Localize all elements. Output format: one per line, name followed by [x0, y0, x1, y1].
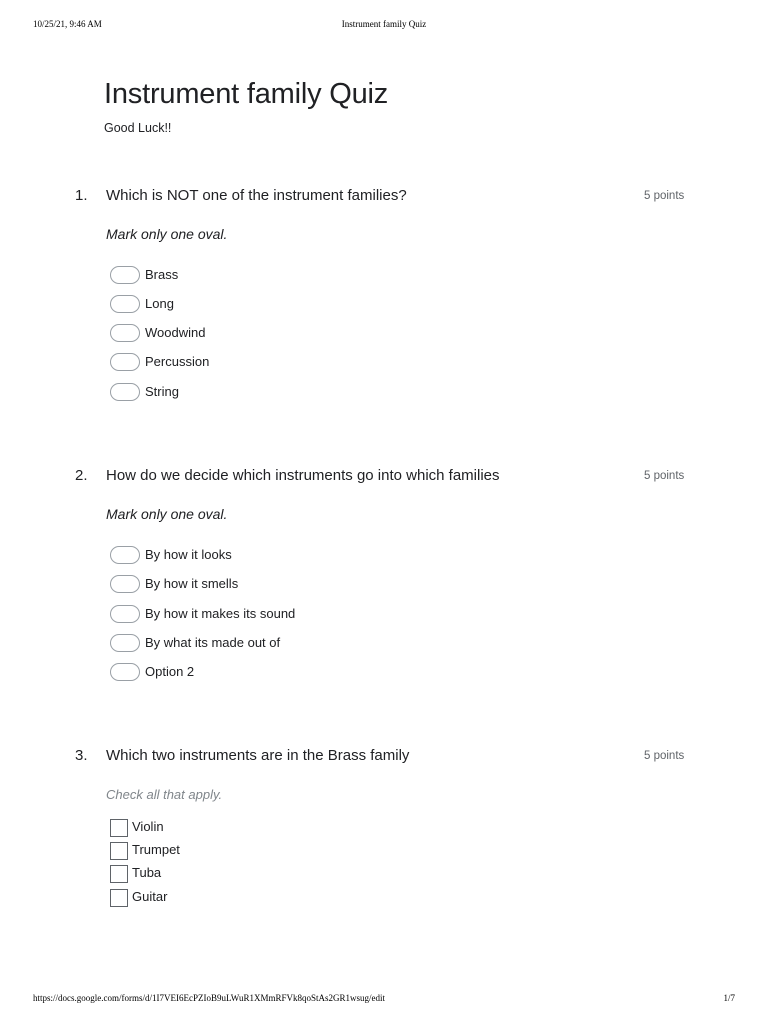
radio-oval[interactable]: [110, 546, 140, 564]
radio-oval[interactable]: [110, 634, 140, 652]
option-label: Violin: [132, 819, 164, 834]
print-page-title: Instrument family Quiz: [341, 19, 427, 29]
checkbox[interactable]: [110, 819, 128, 837]
question-points: 5 points: [644, 470, 685, 482]
question-points: 5 points: [644, 190, 685, 202]
question-number: 2.: [75, 467, 88, 484]
radio-oval[interactable]: [110, 575, 140, 593]
radio-oval[interactable]: [110, 605, 140, 623]
option-label: By how it makes its sound: [145, 606, 296, 621]
question-1: [0, 187, 768, 407]
print-header: [33, 19, 735, 31]
question-text: How do we decide which instruments go into which families: [106, 467, 500, 484]
option-label: By what its made out of: [145, 635, 281, 650]
question-instruction: Check all that apply.: [106, 787, 223, 802]
option-label: Woodwind: [145, 325, 206, 340]
option-label: Long: [145, 296, 174, 311]
question-instruction: Mark only one oval.: [106, 226, 228, 242]
print-datetime: 10/25/21, 9:46 AM: [33, 19, 102, 29]
radio-oval[interactable]: [110, 663, 140, 681]
question-number: 1.: [75, 187, 88, 204]
option-label: By how it smells: [145, 576, 239, 591]
question-text: Which two instruments are in the Brass family: [106, 747, 410, 764]
option-label: Guitar: [132, 889, 168, 904]
checkbox[interactable]: [110, 842, 128, 860]
checkbox[interactable]: [110, 865, 128, 883]
checkbox[interactable]: [110, 889, 128, 907]
option-label: By how it looks: [145, 547, 232, 562]
option-label: Percussion: [145, 354, 210, 369]
form-description: Good Luck!!: [104, 121, 172, 135]
question-instruction: Mark only one oval.: [106, 506, 228, 522]
radio-oval[interactable]: [110, 295, 140, 313]
option-label: String: [145, 384, 179, 399]
radio-oval[interactable]: [110, 383, 140, 401]
print-footer: [33, 993, 735, 1005]
radio-oval[interactable]: [110, 353, 140, 371]
option-label: Option 2: [145, 664, 195, 679]
question-text: Which is NOT one of the instrument families?: [106, 187, 407, 204]
print-page-number: 1/7: [723, 993, 735, 1003]
option-label: Tuba: [132, 865, 162, 880]
form-title: Instrument family Quiz: [104, 78, 389, 110]
question-3: [0, 747, 768, 917]
question-points: 5 points: [644, 750, 685, 762]
print-url: https://docs.google.com/forms/d/1I7VEI6EcPZIoB9uLWuR1XMmRFVk8qoStAs2GR1wsug/edit: [33, 993, 385, 1003]
radio-oval[interactable]: [110, 266, 140, 284]
option-label: Brass: [145, 267, 179, 282]
radio-oval[interactable]: [110, 324, 140, 342]
option-label: Trumpet: [132, 842, 180, 857]
question-number: 3.: [75, 747, 88, 764]
question-2: [0, 467, 768, 687]
